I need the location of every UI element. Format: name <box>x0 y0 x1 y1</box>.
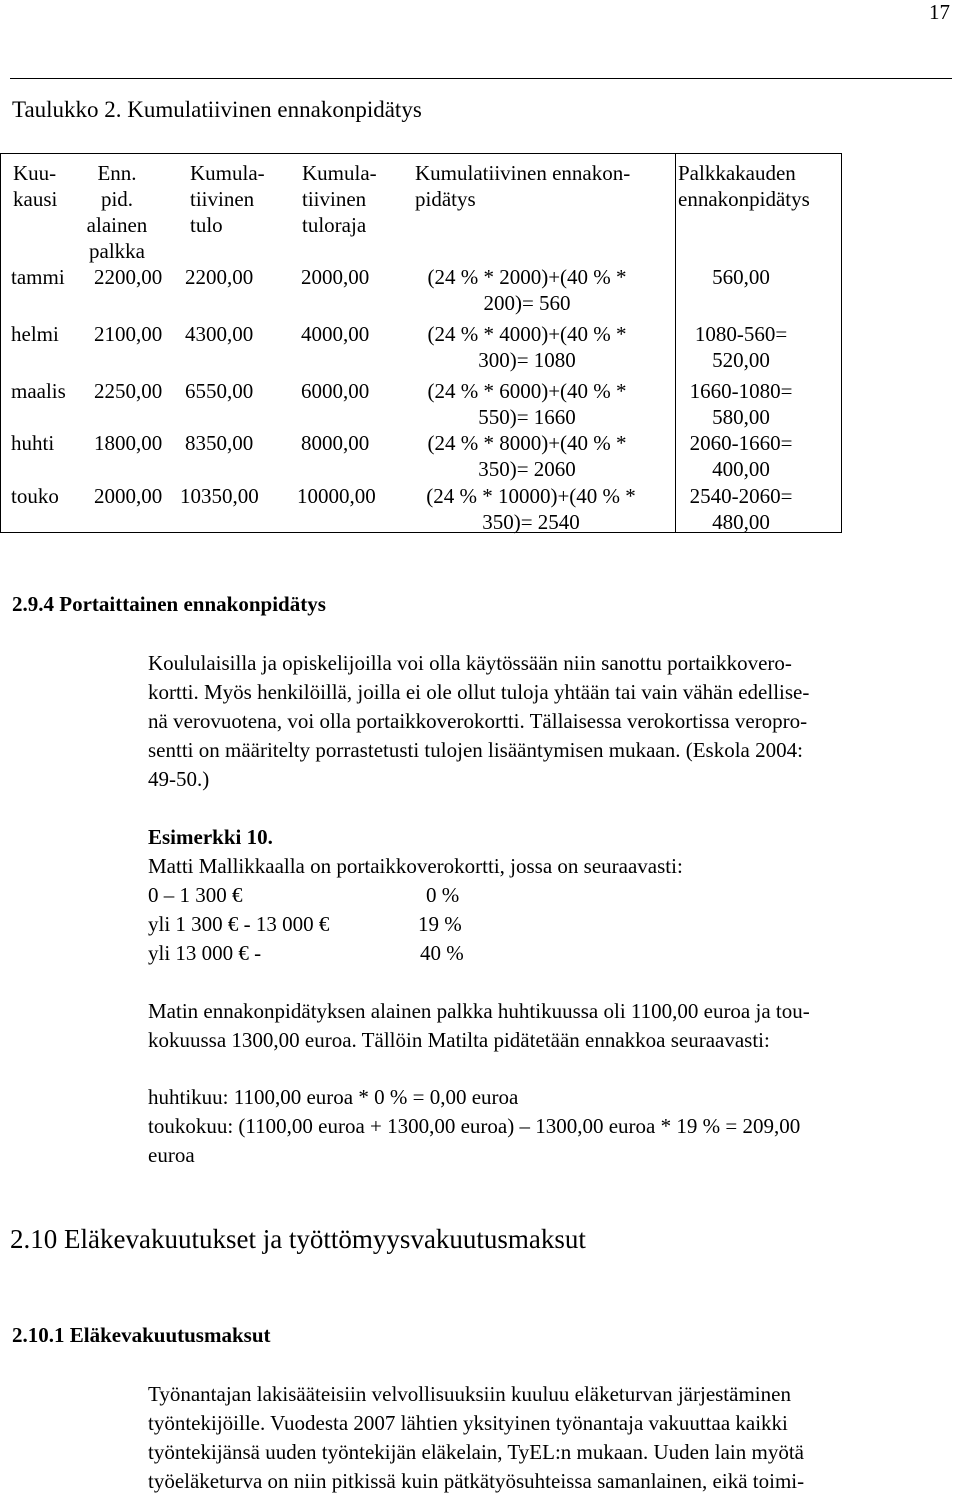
cell-kumulatiivinen: (24 % * 2000)+(40 % * 200)= 560 <box>427 265 627 315</box>
bracket-rate: 40 % <box>420 941 464 965</box>
header-rule <box>10 78 952 79</box>
paragraph-example-salary: Matin ennakonpidätyksen alainen palkka huhtikuussa oli 1100,00 euroa ja tou- kokuussa 1300,00 euroa. Tällöin Matilta pidätetään ennakkoa seuraavasti: <box>148 999 810 1052</box>
cell-tuloraja: 10000,00 <box>297 484 376 508</box>
cell-kumulatiivinen: (24 % * 10000)+(40 % * 350)= 2540 <box>426 484 636 534</box>
cell-kumulatiivinen: (24 % * 4000)+(40 % * 300)= 1080 <box>427 322 627 372</box>
header-tuloraja: Kumula- tiivinen tuloraja <box>302 161 377 237</box>
bracket-range: yli 13 000 € - <box>148 941 262 965</box>
cell-palkkakausi: 1080-560= 520,00 <box>694 322 788 372</box>
bracket-rate: 19 % <box>418 912 462 936</box>
cell-palkkakausi: 560,00 <box>712 265 770 289</box>
section-heading-2-10: 2.10 Eläkevakuutukset ja työttömyysvakuutusmaksut <box>10 1224 586 1254</box>
cell-tulo: 4300,00 <box>185 322 254 346</box>
bracket-range: 0 – 1 300 € <box>148 883 243 907</box>
header-kumulatiivinen: Kumulatiivinen ennakon- pidätys <box>415 161 631 211</box>
calculation-lines: huhtikuu: 1100,00 euroa * 0 % = 0,00 euroa toukokuu: (1100,00 euroa + 1300,00 euroa) – 1300,00 euroa * 19 % = 209,00 euroa <box>148 1085 801 1167</box>
cell-kumulatiivinen: (24 % * 8000)+(40 % * 350)= 2060 <box>427 431 627 481</box>
cell-tulo: 6550,00 <box>185 379 254 403</box>
cell-tuloraja: 4000,00 <box>301 322 370 346</box>
cell-tuloraja: 2000,00 <box>301 265 370 289</box>
cell-palkka: 2250,00 <box>94 379 163 403</box>
cumulative-withholding-table <box>0 153 842 533</box>
cell-kuukausi: maalis <box>11 379 66 403</box>
section-heading-2-9-4: 2.9.4 Portaittainen ennakonpidätys <box>12 592 326 616</box>
bracket-range: yli 1 300 € - 13 000 € <box>148 912 330 936</box>
bracket-rate: 0 % <box>426 883 460 907</box>
cell-palkka: 2000,00 <box>94 484 163 508</box>
cell-palkkakausi: 2060-1660= 400,00 <box>689 431 793 481</box>
header-tulo: Kumula- tiivinen tulo <box>190 161 265 237</box>
cell-palkka: 1800,00 <box>94 431 163 455</box>
cell-kuukausi: tammi <box>11 265 65 289</box>
paragraph-elakevakuutus: Työnantajan lakisääteisiin velvollisuuksiin kuuluu eläketurvan järjestäminen työntekijöille. Vuodesta 2007 lähtien yksityinen työnantaja vakuuttaa kaikki työntekijänsä uuden työntekijän eläkelain, TyEL:n mukaan. Uuden lain myötä työeläketurva on niin pitkissä kuin pätkätyösuhteissa samanlainen, eikä toimi- <box>148 1382 805 1493</box>
cell-kuukausi: helmi <box>11 322 59 346</box>
paragraph-portaikkoverokortti: Koululaisilla ja opiskelijoilla voi olla käytössään niin sanottu portaikkovero- kortti. Myös henkilöillä, joilla ei ole ollut tuloja yhtään tai vain vähän edellise- nä verovuotena, voi olla portaikkoverokortti. Tällaisessa verokortissa veropro- sentti on määritelty porrastetusti tulojen lisääntymisen mukaan. (Eskola 2004: 49-50.) <box>148 651 810 791</box>
cell-palkka: 2100,00 <box>94 322 163 346</box>
cell-tuloraja: 8000,00 <box>301 431 370 455</box>
cell-kuukausi: touko <box>11 484 59 508</box>
header-kuukausi: Kuu- kausi <box>13 161 58 211</box>
cell-palkkakausi: 1660-1080= 580,00 <box>689 379 793 429</box>
cell-tulo: 8350,00 <box>185 431 254 455</box>
cell-tulo: 10350,00 <box>180 484 259 508</box>
example-title: Esimerkki 10. <box>148 825 273 849</box>
cell-tulo: 2200,00 <box>185 265 254 289</box>
example-intro: Matti Mallikkaalla on portaikkoverokortti, jossa on seuraavasti: <box>148 854 683 878</box>
cell-kumulatiivinen: (24 % * 6000)+(40 % * 550)= 1660 <box>427 379 627 429</box>
cell-kuukausi: huhti <box>11 431 55 455</box>
table-caption: Taulukko 2. Kumulatiivinen ennakonpidätys <box>12 97 422 122</box>
section-heading-2-10-1: 2.10.1 Eläkevakuutusmaksut <box>12 1323 271 1347</box>
cell-palkka: 2200,00 <box>94 265 163 289</box>
page-number: 17 <box>929 0 950 24</box>
header-palkka: Enn. pid. alainen palkka <box>86 161 148 263</box>
cell-tuloraja: 6000,00 <box>301 379 370 403</box>
cell-palkkakausi: 2540-2060= 480,00 <box>689 484 793 534</box>
header-palkkakausi: Palkkakauden ennakonpidätys <box>678 161 810 211</box>
